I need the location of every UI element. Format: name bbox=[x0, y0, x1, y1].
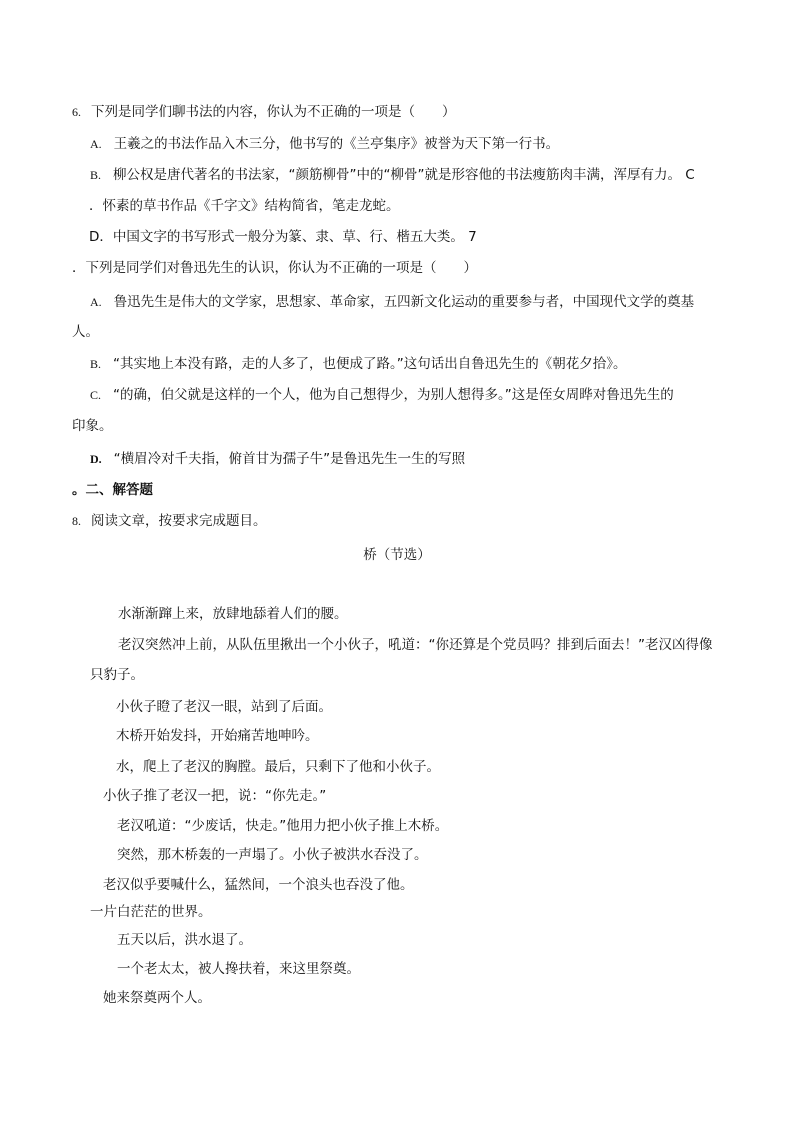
q7-option-c bbox=[90, 386, 674, 404]
q7-option-c-continuation bbox=[72, 417, 113, 435]
passage-paragraph: 水渐渐蹿上来，放肆地舔着人们的腰。 bbox=[118, 606, 348, 622]
q6-stem-line bbox=[72, 103, 456, 121]
q7-option-a-cont: 人。 bbox=[72, 324, 99, 340]
passage-paragraph: 一片白茫茫的世界。 bbox=[90, 904, 212, 920]
q7-option-b bbox=[90, 355, 627, 373]
q8-stem: 阅读文章，按要求完成题目。 bbox=[91, 513, 267, 529]
q6-option-b bbox=[90, 166, 695, 184]
q7-option-d-letter: D. bbox=[90, 452, 102, 466]
q6-option-b-text: 柳公权是唐代著名的书法家，“颜筋柳骨”中的“柳骨”就是形容他的书法瘦筋肉丰满，浑厚有力。 C bbox=[113, 167, 695, 183]
q7-option-d-text: “横眉冷对千夫指，俯首甘为孺子牛”是鲁迅先生一生的写照 bbox=[113, 451, 466, 467]
q6-option-a-letter: A. bbox=[90, 137, 102, 151]
q7-option-b-text: “其实地上本没有路，走的人多了，也便成了路。”这句话出自鲁迅先生的《朝花夕拾》。 bbox=[113, 356, 627, 372]
passage-paragraph: 突然，那木桥轰的一声塌了。小伙子被洪水吞没了。 bbox=[117, 847, 428, 863]
passage-title: 桥（节选） bbox=[363, 547, 431, 563]
q7-stem-line bbox=[72, 259, 477, 277]
q7-option-c-cont: 印象。 bbox=[72, 418, 113, 434]
q6-option-a bbox=[90, 135, 559, 153]
q7-option-a bbox=[90, 293, 694, 311]
passage-paragraph: 老汉似乎要喊什么，猛然间，一个浪头也吞没了他。 bbox=[103, 877, 414, 893]
q7-stem: ．下列是同学们对鲁迅先生的认识，你认为不正确的一项是（ ） bbox=[72, 260, 477, 276]
q6-option-b-letter: B. bbox=[90, 168, 102, 182]
q6-number: 6. bbox=[72, 105, 81, 119]
passage-paragraph: 老汉突然冲上前，从队伍里揪出一个小伙子，吼道：“你还算是个党员吗？排到后面去！”老汉凶得像 bbox=[118, 637, 713, 653]
q6-stem: 下列是同学们聊书法的内容，你认为不正确的一项是（ ） bbox=[91, 104, 456, 120]
q6-option-d bbox=[89, 228, 477, 246]
section-heading: 。二、解答题 bbox=[72, 482, 153, 498]
passage-paragraph: 小伙子推了老汉一把，说：“你先走。” bbox=[103, 788, 327, 804]
q7-option-d bbox=[90, 450, 465, 468]
passage-paragraph: 五天以后，洪水退了。 bbox=[117, 932, 252, 948]
q6-option-c-text: ．怀素的草书作品《千字文》结构简省，笔走龙蛇。 bbox=[89, 198, 400, 214]
passage-paragraph: 只豹子。 bbox=[90, 667, 144, 683]
q7-option-c-letter: C. bbox=[90, 388, 102, 402]
passage-paragraph: 小伙子瞪了老汉一眼，站到了后面。 bbox=[116, 699, 332, 715]
q7-option-a-continuation bbox=[72, 323, 99, 341]
passage-paragraph: 木桥开始发抖，开始痛苦地呻吟。 bbox=[116, 728, 319, 744]
q6-option-d-text: D．中国文字的书写形式一般分为篆、隶、草、行、楷五大类。 7 bbox=[89, 229, 477, 245]
passage-paragraph: 一个老太太，被人搀扶着，来这里祭奠。 bbox=[117, 961, 360, 977]
q6-option-a-text: 王羲之的书法作品入木三分，他书写的《兰亭集序》被誉为天下第一行书。 bbox=[113, 136, 560, 152]
q6-option-c bbox=[89, 197, 400, 215]
passage-paragraph: 她来祭奠两个人。 bbox=[103, 990, 211, 1006]
q8-number: 8. bbox=[72, 514, 81, 528]
passage-paragraph: 老汉吼道：“少废话，快走。”他用力把小伙子推上木桥。 bbox=[117, 818, 449, 834]
passage-paragraph: 水，爬上了老汉的胸膛。最后，只剩下了他和小伙子。 bbox=[116, 759, 440, 775]
q7-option-a-letter: A. bbox=[90, 295, 102, 309]
q7-option-c-text: “的确，伯父就是这样的一个人，他为自己想得少，为别人想得多。”这是侄女周晔对鲁迅先生的 bbox=[113, 387, 674, 403]
q7-option-b-letter: B. bbox=[90, 357, 102, 371]
q7-option-a-text: 鲁迅先生是伟大的文学家，思想家、革命家，五四新文化运动的重要参与者，中国现代文学的奠基 bbox=[113, 294, 695, 310]
q8-stem-line bbox=[72, 512, 267, 530]
